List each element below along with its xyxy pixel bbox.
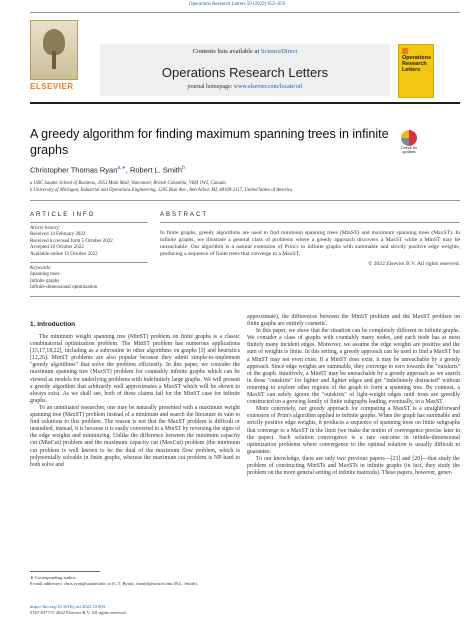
header-rule-bottom — [30, 102, 460, 104]
divider — [30, 222, 148, 223]
body-paragraph: To an uninitiated researcher, one may be naturally presented with a maximum weight spanning tree (MaxST) problem instead of a minimum and search the literature in vain to find solutions to this problem. The reason is not that the MaxST problem is difficult or unstudied, instead, it is because it is easily converted to a MinST by reversing the signs of the edge weights and minimizing. Unlike the difference between the minimum capacity cut (MinCut) problem and the maximum capacity cut (MaxCut) problem (the minimum cut problem is well known to be the dual of the maximum flow problem, which is polynomially solvable in finite graphs, whereas the maximum cut problem is NP-hard to both solve and — [30, 404, 240, 468]
body-paragraph: The minimum weight spanning tree (MinST) problem on finite graphs is a classic combinatorial optimization problem. The MinST problem has numerous applications [15,17,18,22], including as a subroutine in other algorithms on graphs [3] and heuristics [12,26]. MinST problems are also popular because they admit simple-to-implement "greedy algorithms" that solve the problem efficiently. In this paper, we consider the maximum spanning tree (MaxST) problem for countably infinite graphs which can be viewed as models for underlying problems with indefinitely large graphs. We will present a greedy algorithm that arbitrarily well approximates a MaxST which will be shown to always exist. As we shall see, both of these claims fail for the MinST case for infinite graphs. — [30, 334, 240, 404]
divider — [30, 262, 148, 263]
author-affiliation-marker[interactable]: b — [182, 165, 185, 171]
journal-homepage — [100, 84, 390, 90]
crossmark-icon — [401, 130, 417, 146]
footnote-corresponding: ∗ Corresponding author. — [30, 575, 77, 580]
history-item: Received 14 February 2022 — [30, 232, 86, 238]
header-rule-top — [30, 12, 460, 13]
keyword: Infinite-dimensional optimization — [30, 285, 98, 291]
body-paragraph: In this paper, we show that the situation can be completely different in infinite graphs. We consider a class of graphs with countably many nodes, and each node has at most finitely many incident edges. Moreover, we assume the edge weights are positive and the sum of weights is finite. In this setting, a greedy approach can be used to find a MaxST but a MinST may not even exist. If a MinST does exist, it may be unreachable by a greedy approach. Since edge weights are summable, they converge to zero towards the "outskirts" of the graph. Intuitively, a MinST may be unreachable by a greedy approach as we search in these "outskirts" for lighter and lighter edges and get "indefinitely distracted" without returning to explore other regions of the graph to form a spanning tree. By contrast, a MaxST can safely ignore the "outskirts" of light-weight edges until trees are greedily constructed on a growing family of finite subgraphs leading, eventually, to a MaxST. — [247, 328, 460, 406]
article-history — [30, 226, 150, 258]
journal-header — [100, 44, 390, 96]
keywords-label: Keywords: — [30, 266, 52, 272]
abstract — [160, 212, 460, 267]
body-column-left — [30, 334, 240, 469]
divider — [30, 200, 460, 201]
body-paragraph: To our knowledge, there are only two previous papers—[23] and [20]—that study the problem of constructing MinSTs and MaxSTs in infinite graphs (in fact, they study the problem on the more general setting of infinite matroids). These papers, however, gener- — [247, 455, 460, 477]
cover-title: Operations Research Letters — [402, 55, 432, 73]
author-name[interactable]: Robert L. Smith — [129, 165, 183, 175]
affiliation-b: b University of Michigan, Industrial and Operations Engineering, 1205 Beal Ave., Ann Arbor, MI, 48109-2117, United States of America — [30, 188, 293, 193]
body-column-right — [247, 314, 460, 477]
article-info — [30, 212, 150, 292]
author-affiliation-marker[interactable]: a,∗ — [117, 165, 126, 171]
journal-title: Operations Research Letters — [161, 65, 329, 80]
journal-cover — [398, 44, 434, 98]
contents-prefix: Contents lists available at — [192, 48, 261, 55]
footnotes — [30, 575, 198, 587]
abstract-text: In finite graphs, greedy algorithms are used to find minimum spanning trees (MinST) and maximum spanning trees (MaxST). In infinite graphs, we illustrate a general class of problems where a greedy approach discovers a MaxST while a MinST may be unreachable. Our algorithm is a natural extension of Prim's to infinite graphs with summable and strictly positive edge weights, producing a sequence of finite trees that converge to a MaxST. — [160, 230, 460, 257]
history-item: Accepted 10 October 2022 — [30, 245, 84, 251]
footnote-rule — [30, 571, 100, 572]
article-title: A greedy algorithm for finding maximum spanning trees in infinite graphs — [30, 127, 389, 157]
body-paragraph: More concretely, our greedy approach for computing a MaxST is a straightforward extension of Prim's algorithm applied to infinite graphs. When the graph has summable and strictly positive edge weights, it produces a sequence of spanning trees on finite subgraphs that converge to a MaxST in the limit (we make the notion of convergence precise later in the paper). Such solution convergence is a rare outcome in infinite-dimensional optimization problems where convergence to the optimal solution is usually difficult to guarantee. — [247, 406, 460, 455]
abstract-heading: ABSTRACT — [160, 212, 209, 218]
homepage-prefix: journal homepage: — [187, 84, 234, 90]
doi-link[interactable]: https://doi.org/10.1016/j.orl.2022.10.004 — [30, 604, 105, 609]
article-meta — [30, 604, 127, 616]
issn-line: 0167-6377/© 2022 Elsevier B.V. All rights reserved. — [30, 609, 127, 615]
crossmark-badge[interactable] — [398, 130, 420, 156]
cover-logo-icon — [402, 48, 408, 54]
keyword: Spanning trees — [30, 272, 60, 278]
divider — [30, 296, 460, 297]
copyright-notice: © 2022 Elsevier B.V. All rights reserved. — [368, 260, 460, 267]
keywords — [30, 266, 150, 292]
author-list — [30, 165, 185, 175]
homepage-link[interactable]: www.elsevier.com/locate/orl — [233, 84, 303, 90]
article-info-heading: ARTICLE INFO — [30, 212, 96, 218]
contents-line — [100, 48, 390, 55]
history-item: Received in revised form 5 October 2022 — [30, 238, 113, 244]
body-paragraph: approximate), the differences between the MinST problem and the MaxST problem on finite graphs are entirely cosmetic. — [247, 314, 460, 328]
history-item: Available online 13 October 2022 — [30, 251, 98, 257]
author-separator: , — [125, 165, 130, 175]
tree-logo-icon — [30, 20, 78, 80]
author-name[interactable]: Christopher Thomas Ryan — [30, 165, 118, 175]
section-heading: 1. Introduction — [30, 321, 76, 328]
history-label: Article history: — [30, 226, 61, 231]
divider — [160, 222, 460, 223]
footnote-email[interactable]: E-mail addresses: chris.ryan@sauder.ubc.ca (C.T. Ryan), rlsmith@umich.edu (R.L. Smith). — [30, 580, 199, 586]
publisher-name: ELSEVIER — [30, 82, 74, 91]
keyword: Infinite graphs — [30, 278, 60, 284]
journal-reference[interactable]: Operations Research Letters 50 (2022) 655–659 — [188, 2, 286, 7]
sciencedirect-link[interactable]: ScienceDirect — [260, 48, 298, 55]
publisher-logo — [30, 20, 80, 105]
affiliation-a: a UBC Sauder School of Business, 2053 Main Mall, Vancouver, British Columbia, V6M 1W2, Canada — [30, 181, 226, 186]
crossmark-label: Check for updates — [400, 146, 418, 154]
